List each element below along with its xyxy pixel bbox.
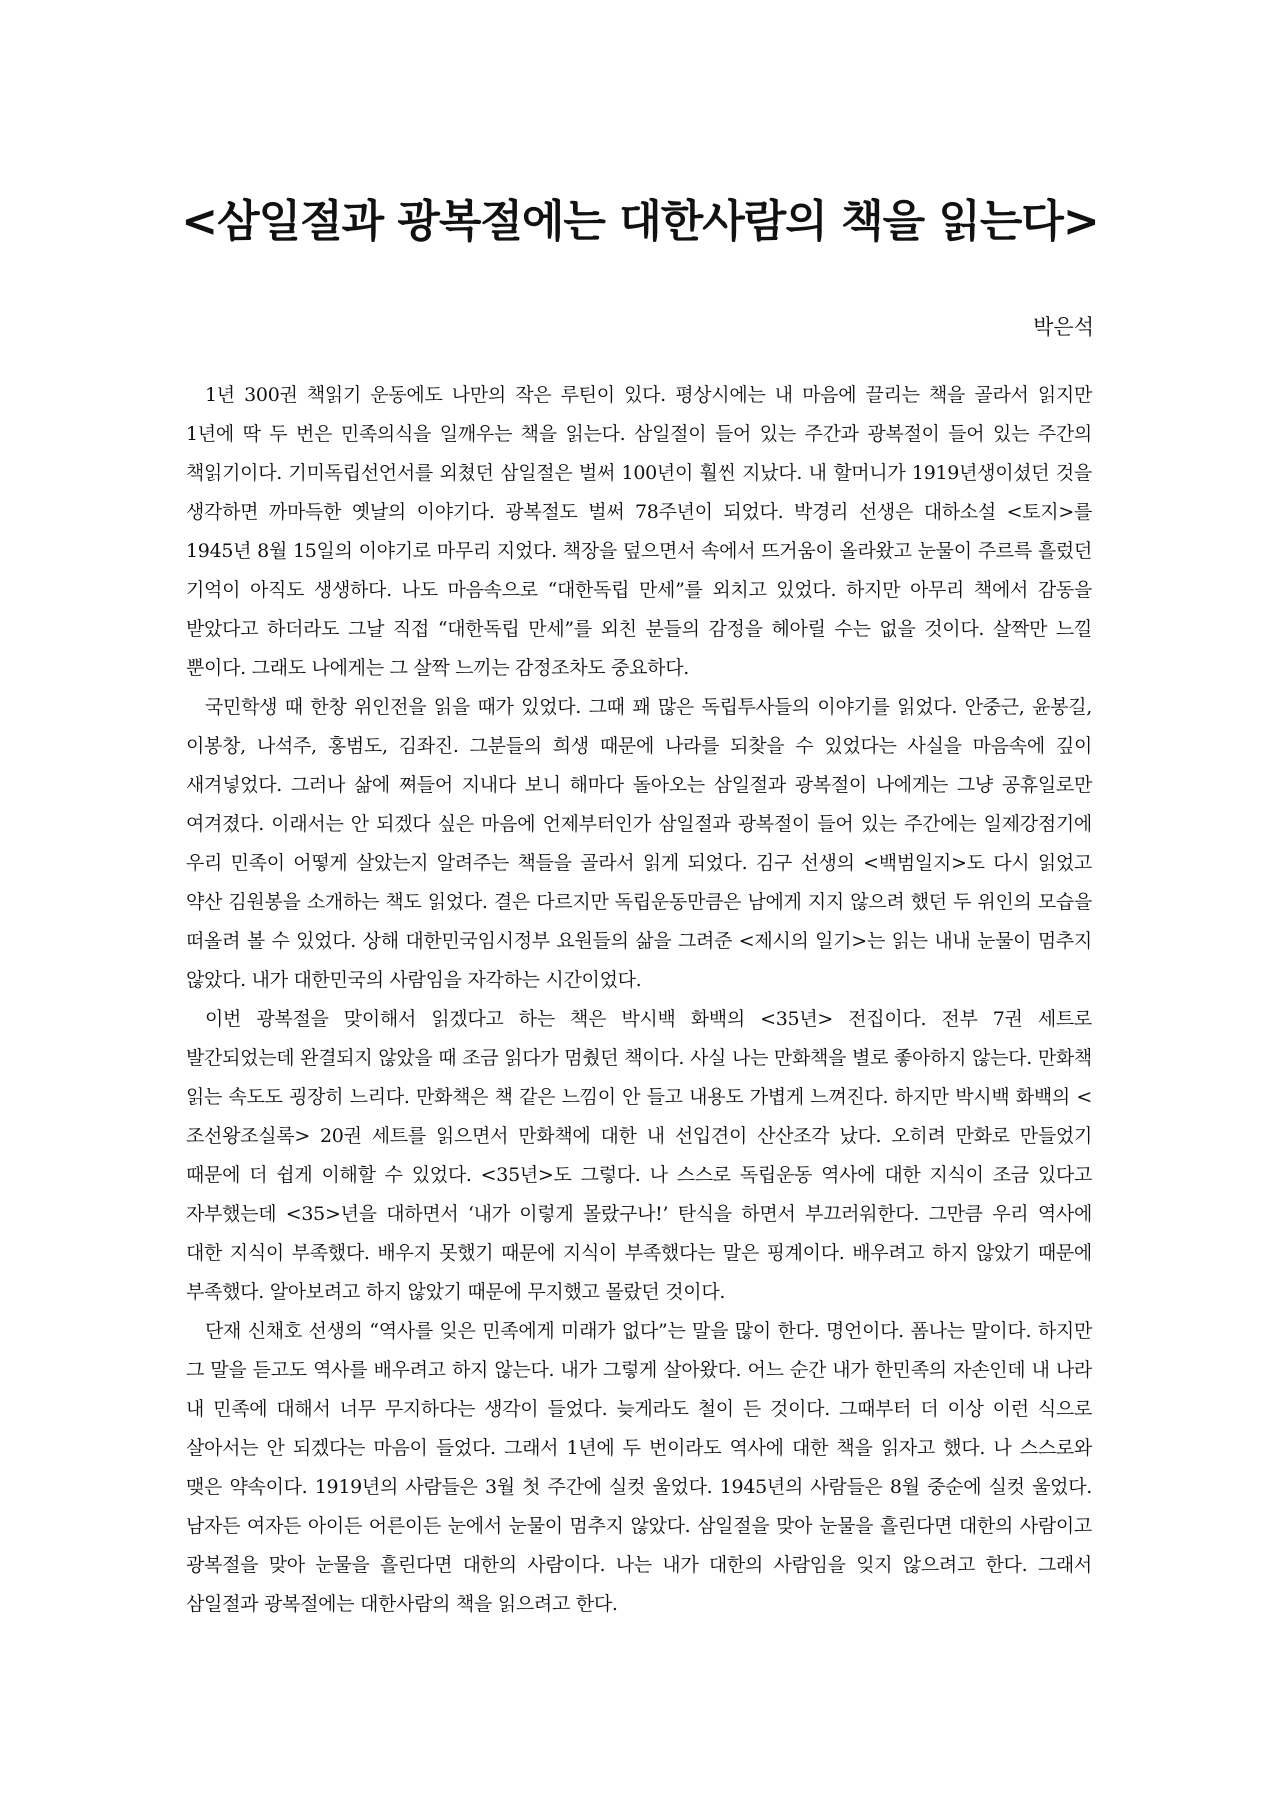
paragraph: 1년 300권 책읽기 운동에도 나만의 작은 루틴이 있다. 평상시에는 내 마음에 끌리는 책을 골라서 읽지만 1년에 딱 두 번은 민족의식을 일깨우는 책을 읽는다. 삼일절이 들어 있는 주간과 광복절이 들어 있는 주간의 책읽기이다. 기미독립선언서를 외쳤던 삼일절은 벌써 100년이 훨씬 지났다. 내 할머니가 1919년생이셨던 것을 생각하면 까마득한 옛날의 이야기다. 광복절도 벌써 78주년이 되었다. 박경리 선생은 대하소설 <토지>를 1945년 8월 15일의 이야기로 마무리 지었다. 책장을 덮으면서 속에서 뜨거움이 올라왔고 눈물이 주르륵 흘렀던 기억이 아직도 생생하다. 나도 마음속으로 “대한독립 만세”를 외치고 있었다. 하지만 아무리 책에서 감동을 받았다고 하더라도 그날 직접 “대한독립 만세”를 외친 분들의 감정을 헤아릴 수는 없을 것이다. 살짝만 느낄 뿐이다. 그래도 나에게는 그 살짝 느끼는 감정조차도 중요하다. — [186, 384, 1092, 679]
document-body — [186, 376, 1092, 1624]
paragraph: 이번 광복절을 맞이해서 읽겠다고 하는 책은 박시백 화백의 <35년> 전집이다. 전부 7권 세트로 발간되었는데 완결되지 않았을 때 조금 읽다가 멈췄던 책이다. 사실 나는 만화책을 별로 좋아하지 않는다. 만화책 읽는 속도도 굉장히 느리다. 만화책은 책 같은 느낌이 안 들고 내용도 가볍게 느껴진다. 하지만 박시백 화백의 <조선왕조실록> 20권 세트를 읽으면서 만화책에 대한 내 선입견이 산산조각 났다. 오히려 만화로 만들었기 때문에 더 쉽게 이해할 수 있었다. <35년>도 그렇다. 나 스스로 독립운동 역사에 대한 지식이 조금 있다고 자부했는데 <35>년을 대하면서 ‘내가 이렇게 몰랐구나!’ 탄식을 하면서 부끄러워한다. 그만큼 우리 역사에 대한 지식이 부족했다. 배우지 못했기 때문에 지식이 부족했다는 말은 핑계이다. 배우려고 하지 않았기 때문에 부족했다. 알아보려고 하지 않았기 때문에 무지했고 몰랐던 것이다. — [186, 1008, 1092, 1303]
paragraph: 단재 신채호 선생의 “역사를 잊은 민족에게 미래가 없다”는 말을 많이 한다. 명언이다. 폼나는 말이다. 하지만 그 말을 듣고도 역사를 배우려고 하지 않는다. 내가 그렇게 살아왔다. 어느 순간 내가 한민족의 자손인데 내 나라 내 민족에 대해서 너무 무지하다는 생각이 들었다. 늦게라도 철이 든 것이다. 그때부터 더 이상 이런 식으로 살아서는 안 되겠다는 마음이 들었다. 그래서 1년에 두 번이라도 역사에 대한 책을 읽자고 했다. 나 스스로와 맺은 약속이다. 1919년의 사람들은 3월 첫 주간에 실컷 울었다. 1945년의 사람들은 8월 중순에 실컷 울었다. 남자든 여자든 아이든 어른이든 눈에서 눈물이 멈추지 않았다. 삼일절을 맞아 눈물을 흘린다면 대한의 사람이고 광복절을 맞아 눈물을 흘린다면 대한의 사람이다. 나는 내가 대한의 사람임을 잊지 않으려고 한다. 그래서 삼일절과 광복절에는 대한사람의 책을 읽으려고 한다. — [186, 1320, 1092, 1615]
document-title: <삼일절과 광복절에는 대한사람의 책을 읽는다> — [181, 196, 1099, 247]
author-name: 박은석 — [1033, 315, 1094, 339]
paragraph: 국민학생 때 한창 위인전을 읽을 때가 있었다. 그때 꽤 많은 독립투사들의 이야기를 읽었다. 안중근, 윤봉길, 이봉창, 나석주, 홍범도, 김좌진. 그분들의 희생 때문에 나라를 되찾을 수 있었다는 사실을 마음속에 깊이 새겨넣었다. 그러나 삶에 쪄들어 지내다 보니 해마다 돌아오는 삼일절과 광복절이 나에게는 그냥 공휴일로만 여겨졌다. 이래서는 안 되겠다 싶은 마음에 언제부터인가 삼일절과 광복절이 들어 있는 주간에는 일제강점기에 우리 민족이 어떻게 살았는지 알려주는 책들을 골라서 읽게 되었다. 김구 선생의 <백범일지>도 다시 읽었고 약산 김원봉을 소개하는 책도 읽었다. 결은 다르지만 독립운동만큼은 남에게 지지 않으려 했던 두 위인의 모습을 떠올려 볼 수 있었다. 상해 대한민국임시정부 요원들의 삶을 그려준 <제시의 일기>는 읽는 내내 눈물이 멈추지 않았다. 내가 대한민국의 사람임을 자각하는 시간이었다. — [186, 696, 1092, 991]
